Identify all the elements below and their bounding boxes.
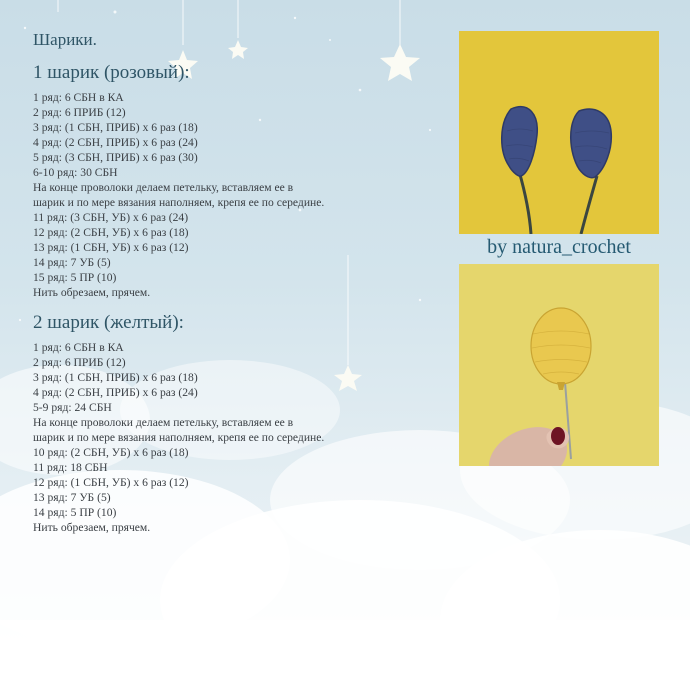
yellow-balloon-illustration bbox=[459, 264, 659, 466]
pattern-line: 13 ряд: (1 СБН, УБ) х 6 раз (12) bbox=[33, 241, 189, 254]
pattern-line: 5-9 ряд: 24 СБН bbox=[33, 401, 112, 414]
pattern-line: 5 ряд: (3 СБН, ПРИБ) х 6 раз (30) bbox=[33, 151, 198, 164]
pattern-line: Нить обрезаем, прячем. bbox=[33, 521, 151, 534]
pattern-line: 15 ряд: 5 ПР (10) bbox=[33, 271, 117, 284]
pattern-line: Нить обрезаем, прячем. bbox=[33, 286, 151, 299]
pattern-line: 12 ряд: (1 СБН, УБ) х 6 раз (12) bbox=[33, 476, 189, 489]
pattern-line: 2 ряд: 6 ПРИБ (12) bbox=[33, 356, 126, 369]
pattern-line: 4 ряд: (2 СБН, ПРИБ) х 6 раз (24) bbox=[33, 386, 198, 399]
pattern-line: 11 ряд: 18 СБН bbox=[33, 461, 108, 474]
pattern-line: 10 ряд: (2 СБН, УБ) х 6 раз (18) bbox=[33, 446, 189, 459]
credit-text: by natura_crochet bbox=[487, 236, 631, 258]
pattern-line: На конце проволоки делаем петельку, вставляем ее в bbox=[33, 181, 294, 194]
pattern-line: шарик и по мере вязания наполняем, крепя ее по середине. bbox=[33, 431, 325, 444]
pattern-line: На конце проволоки делаем петельку, вставляем ее в bbox=[33, 416, 294, 429]
pattern-line: 14 ряд: 5 ПР (10) bbox=[33, 506, 117, 519]
section-2-title: 2 шарик (желтый): bbox=[33, 312, 184, 333]
pattern-line: 14 ряд: 7 УБ (5) bbox=[33, 256, 111, 269]
page-title: Шарики. bbox=[33, 30, 97, 49]
pattern-line: 3 ряд: (1 СБН, ПРИБ) х 6 раз (18) bbox=[33, 371, 198, 384]
photo-yellow-balloon bbox=[459, 264, 659, 466]
pattern-line: 13 ряд: 7 УБ (5) bbox=[33, 491, 111, 504]
photo-blue-balloons bbox=[459, 31, 659, 234]
pattern-line: 2 ряд: 6 ПРИБ (12) bbox=[33, 106, 126, 119]
blue-balloons-illustration bbox=[459, 31, 659, 234]
pattern-text bbox=[33, 30, 324, 535]
star-icon bbox=[380, 44, 420, 81]
section-pink-balloon bbox=[33, 62, 324, 300]
pattern-line: 1 ряд: 6 СБН в КА bbox=[33, 91, 124, 104]
pattern-line: шарик и по мере вязания наполняем, крепя ее по середине. bbox=[33, 196, 325, 209]
pattern-line: 4 ряд: (2 СБН, ПРИБ) х 6 раз (24) bbox=[33, 136, 198, 149]
section-1-title: 1 шарик (розовый): bbox=[33, 62, 190, 83]
star-icon bbox=[334, 365, 362, 391]
pattern-line: 1 ряд: 6 СБН в КА bbox=[33, 341, 124, 354]
section-2-lines bbox=[33, 340, 324, 535]
section-1-lines bbox=[33, 90, 324, 300]
pattern-line: 3 ряд: (1 СБН, ПРИБ) х 6 раз (18) bbox=[33, 121, 198, 134]
pattern-line: 12 ряд: (2 СБН, УБ) х 6 раз (18) bbox=[33, 226, 189, 239]
section-yellow-balloon bbox=[33, 312, 324, 535]
pattern-line: 11 ряд: (3 СБН, УБ) х 6 раз (24) bbox=[33, 211, 189, 224]
pattern-line: 6-10 ряд: 30 СБН bbox=[33, 166, 118, 179]
